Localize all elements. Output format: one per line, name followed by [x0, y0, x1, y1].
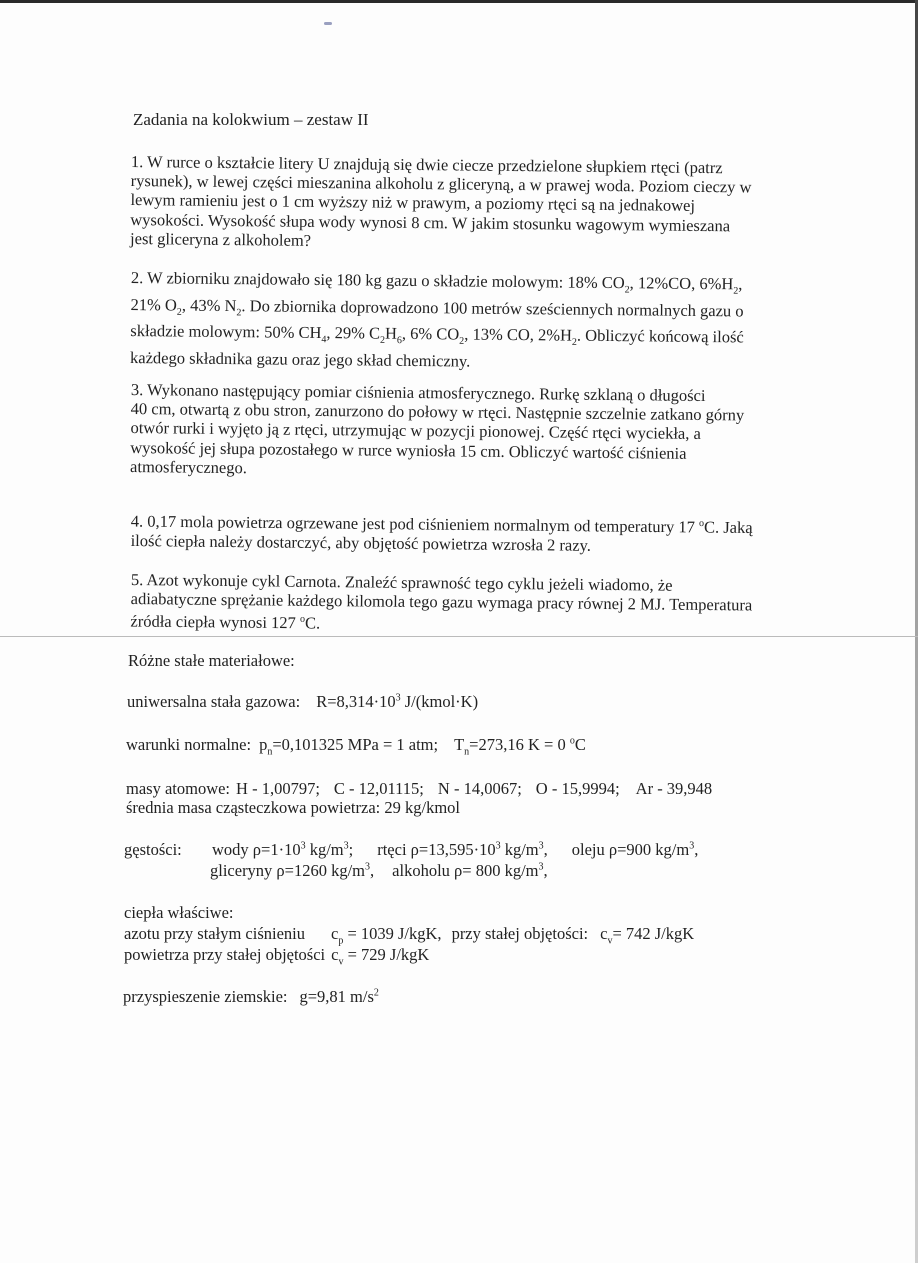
air-molar-mass: średnia masa cząsteczkowa powietrza: 29 kg/kmol [126, 798, 460, 817]
task-3-line: 3. Wykonano następujący pomiar ciśnienia atmosferycznego. Rurkę szklaną o długości [130, 380, 706, 406]
gas-constant: uniwersalna stała gazowa: $R=8,314\cdot 10^3$ J/(kmol·K) [127, 692, 479, 711]
task-2-line: 21% $O_2$, 43% $N_2$. Do zbiornika doprowadzono 100 metrów sześciennych normalnych gazu o [130, 294, 744, 320]
task-3-line: wysokość jej słupa pozostałego w rurce wyniosła 15 cm. Obliczyć wartość ciśnienia [130, 437, 687, 463]
task-2-line: składzie molowym: 50% $CH_4$, 29% $C_2H_6$, 6% $CO_2$, 13% CO, $2\%H_2$. Obliczyć końcową ilość [130, 320, 744, 348]
section-divider [0, 636, 918, 637]
normal-conditions: warunki normalne: $p_n=0,101325$ MPa = 1 atm; $T_n=273,16$ K = 0 $^o$C [126, 735, 586, 758]
task-3-line: atmosferycznego. [129, 456, 248, 478]
task-5-line: adiabatyczne sprężanie każdego kilomola tego gazu wymaga pracy równej 2 MJ. Temperatura [130, 589, 753, 615]
task-3 [130, 380, 815, 483]
page-title: Zadania na kolokwium – zestaw II [133, 110, 369, 129]
task-5-line: źródła ciepła wynosi 127 $^o$C. [130, 611, 321, 633]
task-1-line: rysunek), w lewej części mieszanina alkoholu z gliceryną, a w prawej woda. Poziom cieczy w [130, 171, 752, 197]
task-5-line: 5. Azot wykonuje cykl Carnota. Znaleźć sprawność tego cyklu jeżeli wiadomo, że [130, 570, 673, 595]
atomic-masses: masy atomowe: H - 1,00797; C - 12,01115; N - 14,0067; O - 15,9994; Ar - 39,948 [126, 779, 713, 798]
task-1-line: jest gliceryna z alkoholem? [129, 228, 312, 250]
task-1-line: 1. W rurce o kształcie litery U znajdują się dwie ciecze przedzielone słupkiem rtęci (patrz [130, 152, 723, 178]
density-label: gęstości: [124, 840, 182, 859]
scan-speck [324, 22, 332, 25]
task-5 [130, 570, 815, 638]
task-1-line: lewym ramieniu jest o 1 cm wyższy niż w prawym, a poziomy rtęci są na jednakowej [130, 190, 696, 216]
task-2 [130, 268, 815, 374]
task-3-line: 40 cm, otwartą z obu stron, zanurzono do połowy w rtęci. Następnie szczelnie zatkano górny [130, 399, 745, 425]
constants-heading: Różne stałe materiałowe: [128, 651, 295, 670]
task-4 [131, 508, 815, 557]
task-2-line: 2. W zbiorniku znajdowało się 180 kg gazu o składzie molowym: 18% $CO_2$, 12%CO, $6\%H_2$, [130, 268, 743, 297]
scan-border-top [0, 0, 918, 3]
air-specific-heat: powietrza przy stałej objętości $c_v = 729$ J/kgK [124, 945, 430, 968]
task-1-line: wysokości. Wysokość słupa wody wynosi 8 cm. W jakim stosunku wagowym wymieszana [130, 209, 731, 235]
task-1 [130, 152, 815, 255]
nitrogen-specific-heat: azotu przy stałym ciśnieniu $c_p = 1039$ J/kgK, przy stałej objętości: $c_v= 742$ J/kgK [124, 924, 695, 947]
task-3-line: otwór rurki i wyjęto ją z rtęci, utrzymując w pozycji pionowej. Część rtęci wyciekła, a [130, 418, 701, 444]
density-row-2: gliceryny ρ=1260 $kg/m^3$, alkoholu ρ= 800 $kg/m^3$, [210, 861, 548, 880]
density-row-1: wody $\rho=1\cdot 10^3$ $kg/m^3$; rtęci $\rho=13,595\cdot 10^3$ $kg/m^3$, oleju ρ=900 $kg/m^3$, [212, 840, 699, 859]
task-4-line: ilość ciepła należy dostarczyć, aby objętość powietrza wzrosła 2 razy. [130, 530, 592, 555]
gravity-constant: przyspieszenie ziemskie: g=9,81 $m/s^2$ [123, 987, 379, 1006]
specific-heat-label: ciepła właściwe: [124, 903, 234, 922]
task-4-line: 4. 0,17 mola powietrza ogrzewane jest pod ciśnieniem normalnym od temperatury 17 $^o$C. Jaką [130, 511, 753, 538]
task-2-line: każdego składnika gazu oraz jego skład chemiczny. [129, 347, 471, 371]
